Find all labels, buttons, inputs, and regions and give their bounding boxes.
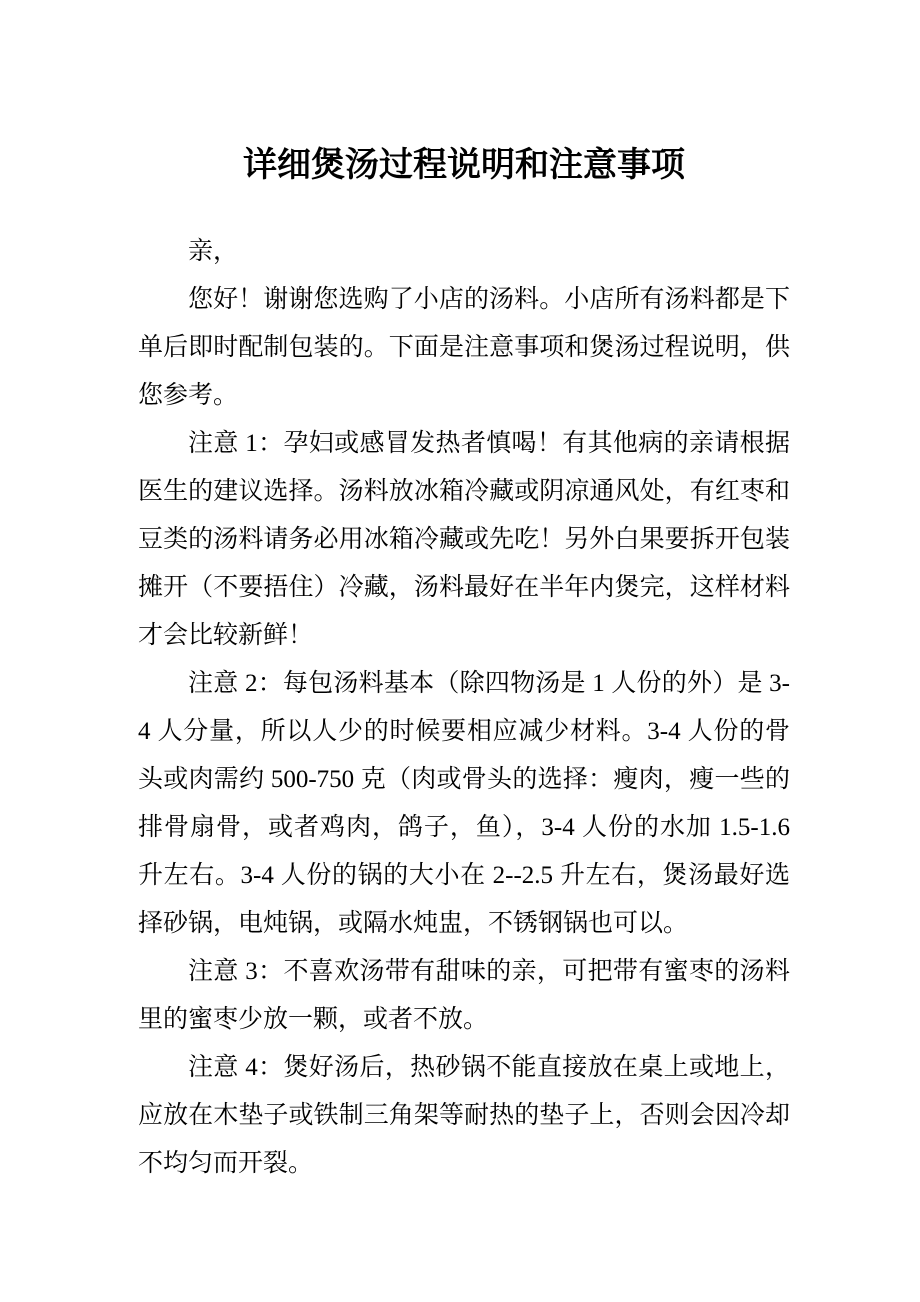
paragraph-note-3: 注意 3：不喜欢汤带有甜味的亲，可把带有蜜枣的汤料里的蜜枣少放一颗，或者不放。	[138, 958, 790, 1033]
paragraph-note-1: 注意 1：孕妇或感冒发热者慎喝！有其他病的亲请根据医生的建议选择。汤料放冰箱冷藏或阴凉通风处，有红枣和豆类的汤料请务必用冰箱冷藏或先吃！另外白果要拆开包装摊开（不要捂住）冷藏，汤料最好在半年内煲完，这样材料才会比较新鲜！	[138, 430, 790, 649]
paragraph-note-2: 注意 2：每包汤料基本（除四物汤是 1 人份的外）是 3-4 人分量，所以人少的时候要相应减少材料。3-4 人份的骨头或肉需约 500-750 克（肉或骨头的选择：瘦肉，瘦一些的排骨扇骨，或者鸡肉，鸽子，鱼），3-4 人份的水加 1.5-1.6 升左右。3-4 人份的锅的大小在 2--2.5 升左右，煲汤最好选择砂锅，电炖锅，或隔水炖盅，不锈钢锅也可以。	[138, 670, 790, 937]
paragraph-intro: 您好！谢谢您选购了小店的汤料。小店所有汤料都是下单后即时配制包装的。下面是注意事项和煲汤过程说明，供您参考。	[138, 286, 790, 409]
paragraph-note-4: 注意 4：煲好汤后，热砂锅不能直接放在桌上或地上，应放在木垫子或铁制三角架等耐热的垫子上，否则会因冷却不均匀而开裂。	[138, 1054, 790, 1177]
paragraph-greeting: 亲，	[188, 238, 239, 265]
document-title: 详细煲汤过程说明和注意事项	[243, 147, 685, 184]
